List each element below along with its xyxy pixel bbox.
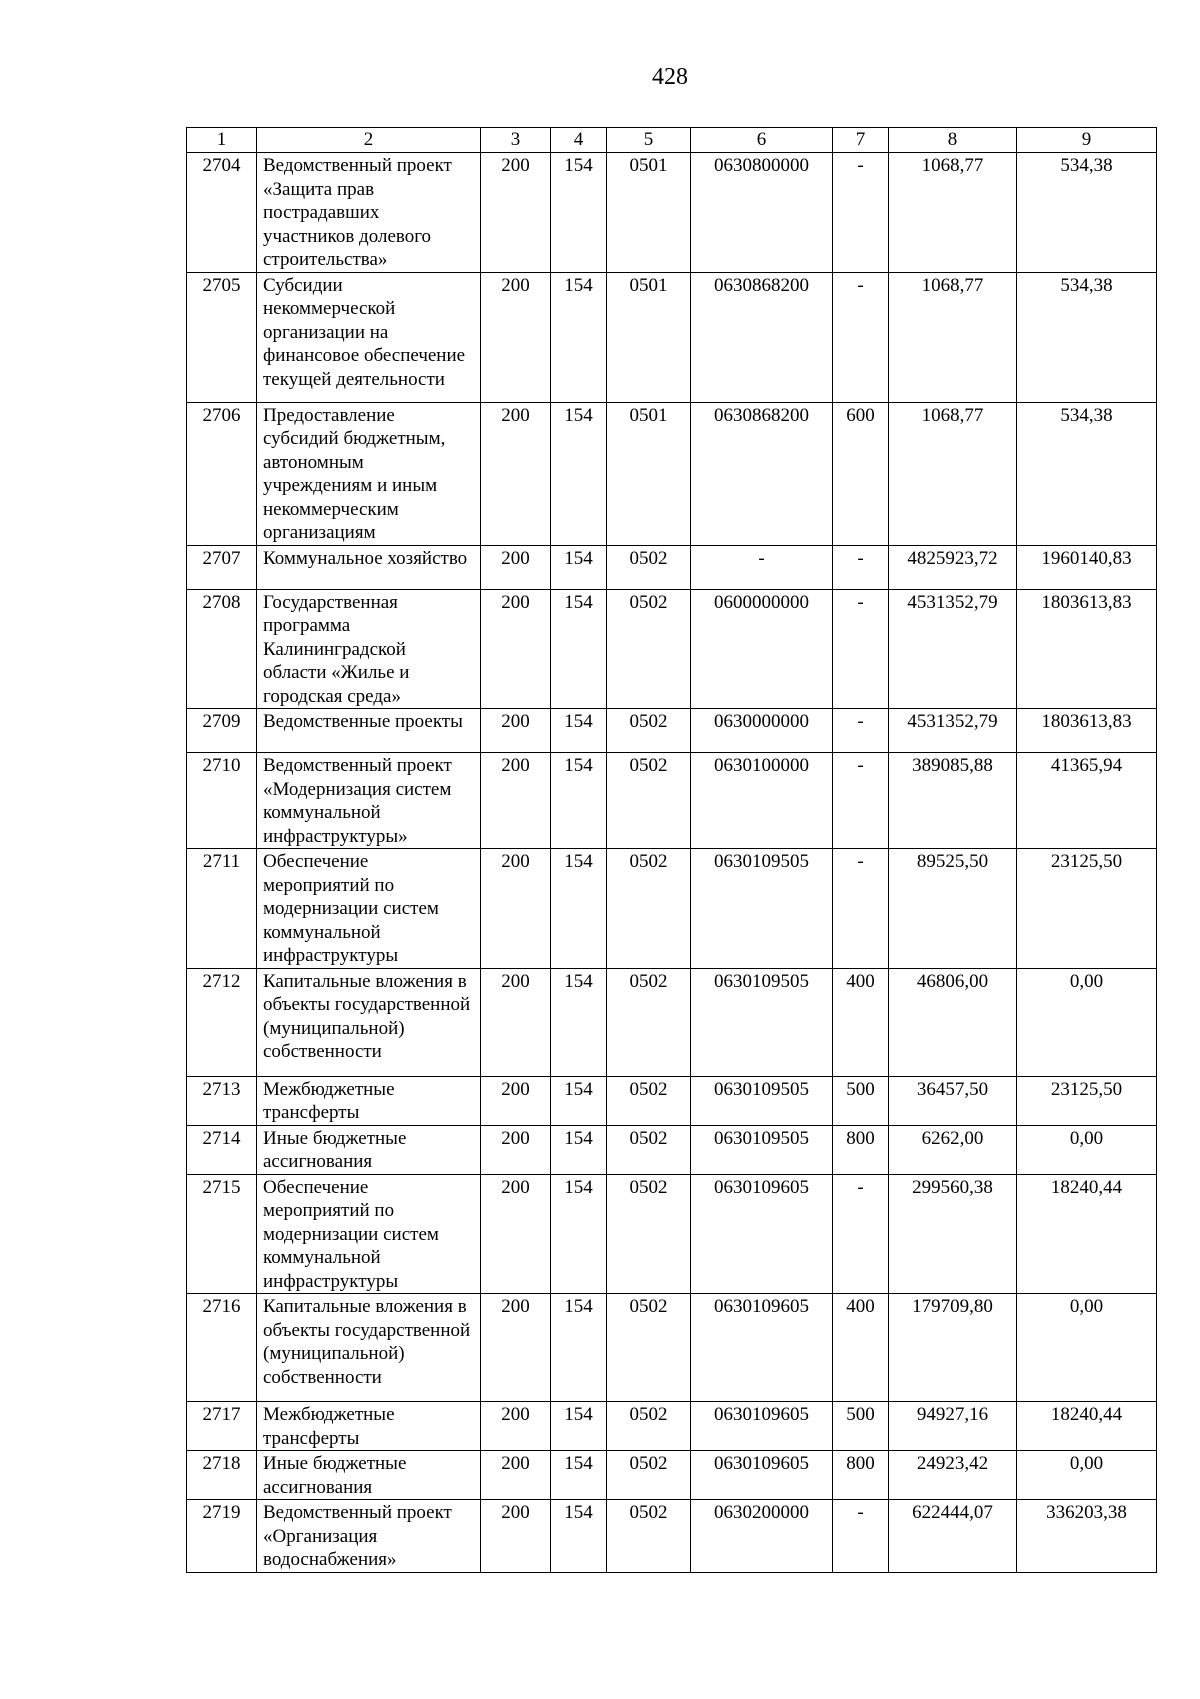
amount-cell: 534,38 [1017, 153, 1157, 273]
header-cell: 9 [1017, 128, 1157, 153]
table-row [187, 402, 1157, 545]
row-number-cell: 2717 [187, 1402, 257, 1451]
agency-code-cell: 154 [551, 1451, 607, 1500]
item-name-cell: Ведомственные проекты [257, 709, 481, 753]
header-cell: 7 [833, 128, 889, 153]
agency-code-cell: 154 [551, 589, 607, 709]
amount-cell: 299560,38 [889, 1174, 1017, 1294]
table-row [187, 1451, 1157, 1500]
section-code-cell: 0501 [607, 153, 691, 273]
item-name-cell: Коммунальное хозяйство [257, 545, 481, 589]
target-article-cell: 0600000000 [691, 589, 833, 709]
item-name-cell: Обеспечение мероприятий по модернизации систем коммунальной инфраструктуры [257, 1174, 481, 1294]
row-number-cell: 2715 [187, 1174, 257, 1294]
ministry-code-cell: 200 [481, 709, 551, 753]
amount-cell: 1803613,83 [1017, 589, 1157, 709]
amount-cell: 94927,16 [889, 1402, 1017, 1451]
row-number-cell: 2712 [187, 968, 257, 1076]
row-number-cell: 2714 [187, 1125, 257, 1174]
item-name-cell: Иные бюджетные ассигнования [257, 1125, 481, 1174]
ministry-code-cell: 200 [481, 589, 551, 709]
ministry-code-cell: 200 [481, 1402, 551, 1451]
amount-cell: 179709,80 [889, 1294, 1017, 1402]
amount-cell: 534,38 [1017, 402, 1157, 545]
table-body [187, 153, 1157, 1573]
target-article-cell: 0630200000 [691, 1500, 833, 1573]
expense-type-cell: 500 [833, 1402, 889, 1451]
agency-code-cell: 154 [551, 153, 607, 273]
expense-type-cell: 800 [833, 1125, 889, 1174]
amount-cell: 24923,42 [889, 1451, 1017, 1500]
expense-type-cell: - [833, 153, 889, 273]
agency-code-cell: 154 [551, 1174, 607, 1294]
amount-cell: 4825923,72 [889, 545, 1017, 589]
page-number: 428 [652, 64, 688, 90]
row-number-cell: 2718 [187, 1451, 257, 1500]
row-number-cell: 2704 [187, 153, 257, 273]
target-article-cell: 0630109605 [691, 1402, 833, 1451]
item-name-cell: Капитальные вложения в объекты государственной (муниципальной) собственности [257, 1294, 481, 1402]
table-row [187, 709, 1157, 753]
ministry-code-cell: 200 [481, 753, 551, 849]
table-row [187, 1174, 1157, 1294]
row-number-cell: 2706 [187, 402, 257, 545]
amount-cell: 46806,00 [889, 968, 1017, 1076]
target-article-cell: 0630800000 [691, 153, 833, 273]
row-number-cell: 2707 [187, 545, 257, 589]
budget-table [186, 127, 1157, 1573]
table-row [187, 545, 1157, 589]
table-row [187, 968, 1157, 1076]
section-code-cell: 0502 [607, 849, 691, 969]
agency-code-cell: 154 [551, 1500, 607, 1573]
amount-cell: 0,00 [1017, 1451, 1157, 1500]
amount-cell: 1803613,83 [1017, 709, 1157, 753]
target-article-cell: 0630109605 [691, 1174, 833, 1294]
row-number-cell: 2713 [187, 1076, 257, 1125]
header-cell: 6 [691, 128, 833, 153]
amount-cell: 36457,50 [889, 1076, 1017, 1125]
target-article-cell: 0630109505 [691, 849, 833, 969]
target-article-cell: 0630868200 [691, 402, 833, 545]
table-row [187, 589, 1157, 709]
item-name-cell: Межбюджетные трансферты [257, 1076, 481, 1125]
target-article-cell: 0630109605 [691, 1294, 833, 1402]
amount-cell: 1068,77 [889, 272, 1017, 402]
amount-cell: 1068,77 [889, 153, 1017, 273]
amount-cell: 0,00 [1017, 968, 1157, 1076]
item-name-cell: Обеспечение мероприятий по модернизации систем коммунальной инфраструктуры [257, 849, 481, 969]
amount-cell: 0,00 [1017, 1125, 1157, 1174]
expense-type-cell: - [833, 545, 889, 589]
amount-cell: 389085,88 [889, 753, 1017, 849]
amount-cell: 534,38 [1017, 272, 1157, 402]
expense-type-cell: - [833, 589, 889, 709]
expense-type-cell: - [833, 1500, 889, 1573]
row-number-cell: 2716 [187, 1294, 257, 1402]
table-row [187, 153, 1157, 273]
header-cell: 5 [607, 128, 691, 153]
ministry-code-cell: 200 [481, 1174, 551, 1294]
target-article-cell: 0630000000 [691, 709, 833, 753]
row-number-cell: 2709 [187, 709, 257, 753]
ministry-code-cell: 200 [481, 545, 551, 589]
item-name-cell: Предоставление субсидий бюджетным, автономным учреждениям и иным некоммерческим организациям [257, 402, 481, 545]
ministry-code-cell: 200 [481, 153, 551, 273]
expense-type-cell: - [833, 849, 889, 969]
ministry-code-cell: 200 [481, 849, 551, 969]
row-number-cell: 2710 [187, 753, 257, 849]
header-cell: 2 [257, 128, 481, 153]
ministry-code-cell: 200 [481, 1294, 551, 1402]
table-row [187, 272, 1157, 402]
amount-cell: 0,00 [1017, 1294, 1157, 1402]
section-code-cell: 0502 [607, 753, 691, 849]
item-name-cell: Ведомственный проект «Защита прав пострадавших участников долевого строительства» [257, 153, 481, 273]
table-row [187, 1500, 1157, 1573]
amount-cell: 1068,77 [889, 402, 1017, 545]
section-code-cell: 0502 [607, 1500, 691, 1573]
table-row [187, 1402, 1157, 1451]
expense-type-cell: 600 [833, 402, 889, 545]
agency-code-cell: 154 [551, 849, 607, 969]
table-row [187, 849, 1157, 969]
item-name-cell: Ведомственный проект «Организация водоснабжения» [257, 1500, 481, 1573]
agency-code-cell: 154 [551, 753, 607, 849]
row-number-cell: 2705 [187, 272, 257, 402]
agency-code-cell: 154 [551, 545, 607, 589]
expense-type-cell: 800 [833, 1451, 889, 1500]
agency-code-cell: 154 [551, 272, 607, 402]
amount-cell: 336203,38 [1017, 1500, 1157, 1573]
ministry-code-cell: 200 [481, 1076, 551, 1125]
ministry-code-cell: 200 [481, 402, 551, 545]
ministry-code-cell: 200 [481, 1500, 551, 1573]
agency-code-cell: 154 [551, 1402, 607, 1451]
header-row [187, 128, 1157, 153]
header-cell: 4 [551, 128, 607, 153]
agency-code-cell: 154 [551, 1125, 607, 1174]
expense-type-cell: - [833, 1174, 889, 1294]
target-article-cell: 0630868200 [691, 272, 833, 402]
item-name-cell: Капитальные вложения в объекты государственной (муниципальной) собственности [257, 968, 481, 1076]
agency-code-cell: 154 [551, 1076, 607, 1125]
expense-type-cell: - [833, 272, 889, 402]
section-code-cell: 0501 [607, 272, 691, 402]
agency-code-cell: 154 [551, 402, 607, 545]
table-row [187, 1125, 1157, 1174]
section-code-cell: 0502 [607, 1402, 691, 1451]
item-name-cell: Субсидии некоммерческой организации на финансовое обеспечение текущей деятельности [257, 272, 481, 402]
section-code-cell: 0502 [607, 545, 691, 589]
amount-cell: 23125,50 [1017, 849, 1157, 969]
amount-cell: 1960140,83 [1017, 545, 1157, 589]
amount-cell: 4531352,79 [889, 709, 1017, 753]
amount-cell: 41365,94 [1017, 753, 1157, 849]
agency-code-cell: 154 [551, 1294, 607, 1402]
header-cell: 3 [481, 128, 551, 153]
amount-cell: 18240,44 [1017, 1174, 1157, 1294]
target-article-cell: 0630100000 [691, 753, 833, 849]
section-code-cell: 0502 [607, 1294, 691, 1402]
ministry-code-cell: 200 [481, 272, 551, 402]
ministry-code-cell: 200 [481, 1125, 551, 1174]
item-name-cell: Государственная программа Калининградской области «Жилье и городская среда» [257, 589, 481, 709]
target-article-cell: 0630109505 [691, 968, 833, 1076]
amount-cell: 23125,50 [1017, 1076, 1157, 1125]
section-code-cell: 0501 [607, 402, 691, 545]
agency-code-cell: 154 [551, 968, 607, 1076]
section-code-cell: 0502 [607, 1174, 691, 1294]
expense-type-cell: 400 [833, 1294, 889, 1402]
expense-type-cell: 400 [833, 968, 889, 1076]
expense-type-cell: 500 [833, 1076, 889, 1125]
section-code-cell: 0502 [607, 709, 691, 753]
target-article-cell: 0630109505 [691, 1125, 833, 1174]
ministry-code-cell: 200 [481, 1451, 551, 1500]
section-code-cell: 0502 [607, 589, 691, 709]
item-name-cell: Иные бюджетные ассигнования [257, 1451, 481, 1500]
amount-cell: 18240,44 [1017, 1402, 1157, 1451]
table-row [187, 1076, 1157, 1125]
target-article-cell: 0630109605 [691, 1451, 833, 1500]
section-code-cell: 0502 [607, 1451, 691, 1500]
row-number-cell: 2708 [187, 589, 257, 709]
header-cell: 1 [187, 128, 257, 153]
agency-code-cell: 154 [551, 709, 607, 753]
amount-cell: 4531352,79 [889, 589, 1017, 709]
expense-type-cell: - [833, 753, 889, 849]
section-code-cell: 0502 [607, 968, 691, 1076]
section-code-cell: 0502 [607, 1076, 691, 1125]
amount-cell: 622444,07 [889, 1500, 1017, 1573]
header-cell: 8 [889, 128, 1017, 153]
row-number-cell: 2719 [187, 1500, 257, 1573]
ministry-code-cell: 200 [481, 968, 551, 1076]
row-number-cell: 2711 [187, 849, 257, 969]
section-code-cell: 0502 [607, 1125, 691, 1174]
target-article-cell: - [691, 545, 833, 589]
amount-cell: 6262,00 [889, 1125, 1017, 1174]
item-name-cell: Ведомственный проект «Модернизация систем коммунальной инфраструктуры» [257, 753, 481, 849]
amount-cell: 89525,50 [889, 849, 1017, 969]
expense-type-cell: - [833, 709, 889, 753]
item-name-cell: Межбюджетные трансферты [257, 1402, 481, 1451]
target-article-cell: 0630109505 [691, 1076, 833, 1125]
table-row [187, 1294, 1157, 1402]
table-row [187, 753, 1157, 849]
